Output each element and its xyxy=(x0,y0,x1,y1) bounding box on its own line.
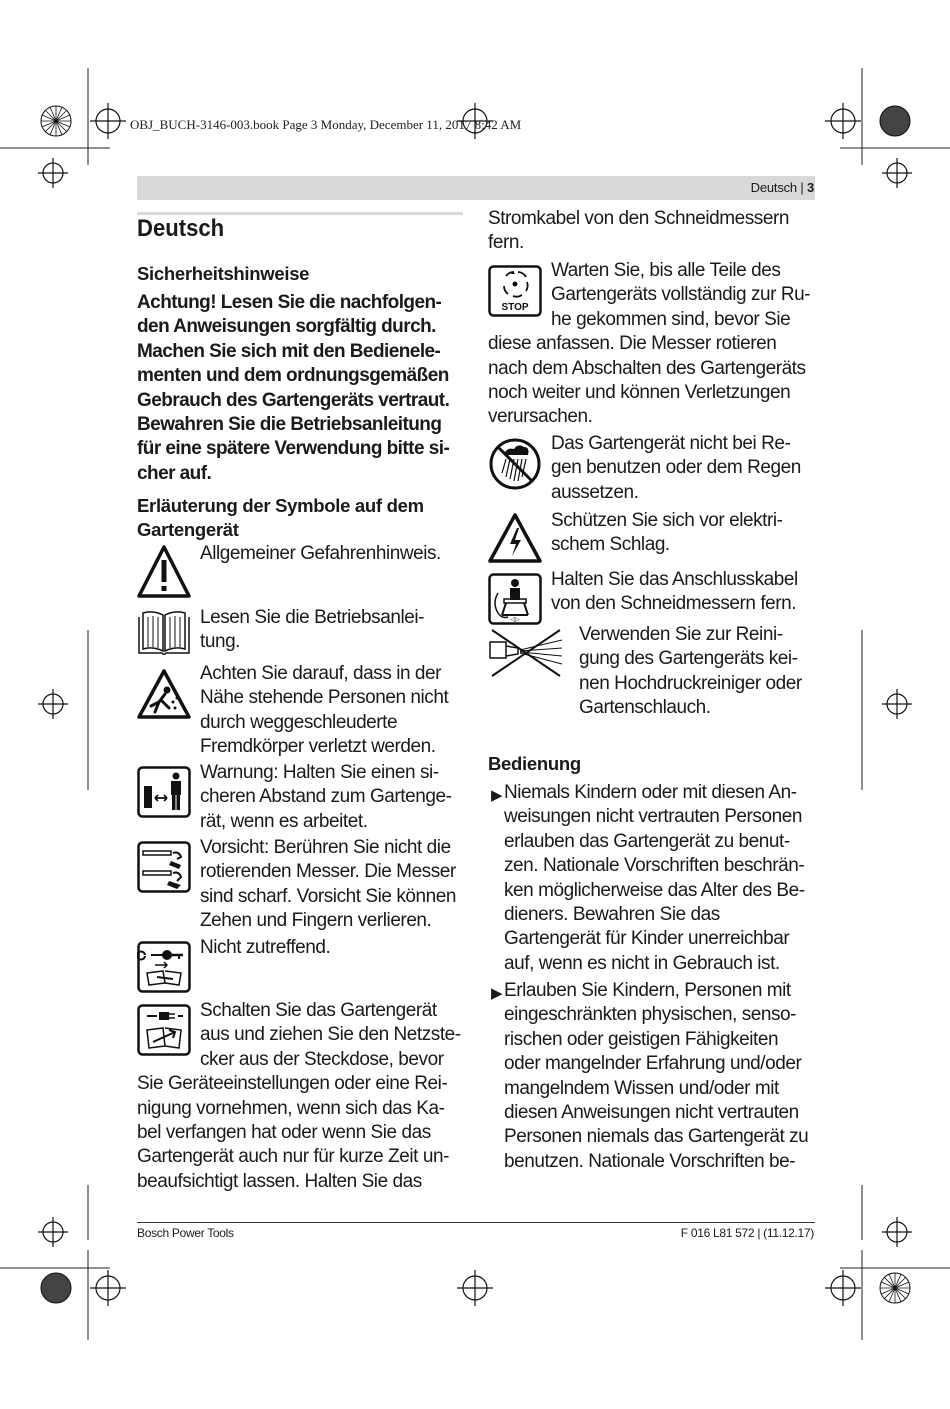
warning-line: Machen Sie sich mit den Bedienele- xyxy=(137,340,441,362)
safe-distance-icon xyxy=(137,766,191,818)
symbols-heading xyxy=(137,494,424,542)
symbol-line: bel verfangen hat oder wenn Sie das xyxy=(137,1122,431,1144)
warning-line: cher auf. xyxy=(137,462,212,484)
continuation-line: fern. xyxy=(488,232,524,254)
symbol-line: Gartengerät auch nur für kurze Zeit un- xyxy=(137,1146,449,1168)
symbol-line: beaufsichtigt lassen. Halten Sie das xyxy=(137,1170,422,1192)
warning-line: Bewahren Sie die Betriebsanleitung xyxy=(137,414,442,436)
safety-heading: Sicherheitshinweise xyxy=(137,263,310,284)
warning-triangle-icon xyxy=(137,544,191,600)
bullet-line: diesen Anweisungen nicht vertrauten xyxy=(504,1102,799,1124)
symbol-line: gen benutzen oder dem Regen xyxy=(551,457,801,479)
symbol-text-unplug xyxy=(137,999,461,1194)
symbol-line: nach dem Abschalten des Gartengeräts xyxy=(488,357,806,379)
symbol-line: verursachen. xyxy=(488,406,593,428)
bullet-line: eingeschränkten physischen, senso- xyxy=(504,1004,797,1026)
footer-publisher: Bosch Power Tools xyxy=(137,1226,234,1240)
bullet-item xyxy=(504,979,808,1174)
warning-paragraph xyxy=(137,291,449,486)
symbol-line: rät, wenn es arbeitet. xyxy=(200,810,368,832)
symbol-text-not-applicable xyxy=(200,936,330,960)
symbol-line: tung. xyxy=(200,631,241,653)
symbol-text-rotating-blades xyxy=(200,836,456,934)
symbol-line: Sie Geräteeinstellungen oder eine Rei- xyxy=(137,1073,448,1095)
symbol-line: Nicht zutreffend. xyxy=(200,937,331,958)
stop-label: STOP xyxy=(501,302,529,313)
header-language: Deutsch xyxy=(750,180,797,195)
symbol-text-cable xyxy=(551,568,798,617)
symbol-text-no-rain xyxy=(551,432,801,505)
rotating-blades-icon xyxy=(137,841,191,893)
symbol-line: Schalten Sie das Gartengerät xyxy=(200,1000,437,1021)
bullet-arrow-icon: ▶ xyxy=(491,787,503,804)
key-not-applicable-icon xyxy=(137,941,191,993)
bullet-line: zen. Nationale Vorschriften beschrän- xyxy=(504,855,805,877)
symbol-line: Warnung: Halten Sie einen si- xyxy=(200,762,439,783)
header-bar xyxy=(137,176,815,200)
symbol-line: Halten Sie das Anschlusskabel xyxy=(551,569,798,590)
symbols-heading-line: Erläuterung der Symbole auf dem xyxy=(137,495,424,516)
bullet-line: Personen niemals das Gartengerät zu xyxy=(504,1126,809,1148)
warning-line: Gebrauch des Gartengeräts vertraut. xyxy=(137,389,450,411)
book-file-line: OBJ_BUCH-3146-003.book Page 3 Monday, December 11, 2017 8:42 AM xyxy=(130,117,522,132)
symbol-text-general-hazard xyxy=(200,542,441,566)
symbol-line: Nähe stehende Personen nicht xyxy=(200,687,449,709)
bullet-line: Erlauben Sie Kindern, Personen mit xyxy=(504,980,791,1001)
symbol-line: nigung vornehmen, wenn sich das Ka- xyxy=(137,1097,445,1119)
symbol-text-wait xyxy=(488,259,810,430)
symbol-text-electric xyxy=(551,509,783,558)
page-title: Deutsch xyxy=(137,215,225,242)
symbol-line: rotierenden Messer. Die Messer xyxy=(200,861,456,883)
symbol-line: Achten Sie darauf, dass in der xyxy=(200,663,442,684)
bullet-line: auf, wenn es nicht in Gebrauch ist. xyxy=(504,952,780,974)
warning-line: Achtung! Lesen Sie die nachfolgen- xyxy=(137,292,442,313)
symbol-line: durch weggeschleuderte xyxy=(200,711,398,733)
symbol-line: nen Hochdruckreiniger oder xyxy=(579,672,802,694)
symbol-line: Fremdkörper verletzt werden. xyxy=(200,736,436,758)
bullet-line: Gartengerät für Kinder unerreichbar xyxy=(504,928,790,950)
symbol-line: sind scharf. Vorsicht Sie können xyxy=(200,885,456,907)
symbol-line: gung des Gartengeräts kei- xyxy=(579,648,798,670)
bullet-line: dieners. Bewahren Sie das xyxy=(504,904,720,926)
symbol-line: cheren Abstand zum Gartenge- xyxy=(200,786,452,808)
continuation-line: Stromkabel von den Schneidmessern xyxy=(488,208,789,229)
symbol-line: Gartengeräts vollständig zur Ru- xyxy=(551,284,811,306)
bullet-line: benutzen. Nationale Vorschriften be- xyxy=(504,1150,796,1172)
header-separator: | xyxy=(796,180,807,195)
symbol-line: Lesen Sie die Betriebsanlei- xyxy=(200,607,424,628)
symbol-line: cker aus der Steckdose, bevor xyxy=(200,1048,444,1070)
footer-doc-number: F 016 L81 572 | (11.12.17) xyxy=(680,1226,814,1240)
symbol-line: Vorsicht: Berühren Sie nicht die xyxy=(200,837,451,858)
svg-text:◁▷: ◁▷ xyxy=(510,617,520,623)
symbol-line: Zehen und Fingern verlieren. xyxy=(200,910,432,932)
bullet-item xyxy=(504,781,805,976)
warning-line: für eine spätere Verwendung bitte si- xyxy=(137,438,450,460)
symbols-heading-line: Gartengerät xyxy=(137,519,239,540)
bullet-line: weisungen nicht vertrauten Personen xyxy=(504,806,802,828)
bullet-line: erlauben das Gartengerät zu benut- xyxy=(504,830,790,852)
operation-heading: Bedienung xyxy=(488,753,581,774)
bullet-line: ken möglicherweise das Alter des Be- xyxy=(504,879,805,901)
page-number: 3 xyxy=(806,180,814,195)
symbol-line: aussetzen. xyxy=(551,481,639,503)
cable-away-icon xyxy=(488,573,542,625)
symbol-line: schem Schlag. xyxy=(551,534,670,556)
thrown-objects-icon xyxy=(137,668,191,720)
bullet-line: rischen oder geistigen Fähigkeiten xyxy=(504,1028,779,1050)
bullet-line: Niemals Kindern oder mit diesen An- xyxy=(504,782,797,803)
symbol-text-no-pressure-washer xyxy=(579,623,802,721)
symbol-line: Verwenden Sie zur Reini- xyxy=(579,624,783,645)
running-header xyxy=(751,180,814,195)
bullet-line: oder mangelnder Erfahrung und/oder xyxy=(504,1053,802,1075)
symbol-line: noch weiter und können Verletzungen xyxy=(488,382,791,404)
warning-line: den Anweisungen sorgfältig durch. xyxy=(137,316,436,338)
continuation-text xyxy=(488,207,789,256)
symbol-text-safe-distance xyxy=(200,761,451,834)
footer-rule xyxy=(137,1222,815,1223)
symbol-line: Warten Sie, bis alle Teile des xyxy=(551,260,781,281)
symbol-text-thrown-objects xyxy=(200,662,448,760)
manual-book-icon xyxy=(137,609,191,655)
symbol-text-read-manual xyxy=(200,606,424,655)
symbol-line: Das Gartengerät nicht bei Re- xyxy=(551,433,791,454)
warning-line: menten und dem ordnungsgemäßen xyxy=(137,365,449,387)
no-rain-icon xyxy=(488,437,542,491)
symbol-line: Allgemeiner Gefahrenhinweis. xyxy=(200,543,441,564)
electric-shock-icon xyxy=(488,512,542,564)
symbol-line: Gartenschlauch. xyxy=(579,697,711,719)
symbol-line: Schützen Sie sich vor elektri- xyxy=(551,510,783,531)
symbol-line: aus und ziehen Sie den Netzste- xyxy=(200,1024,461,1046)
bullet-line: mangelndem Wissen und/oder mit xyxy=(504,1077,779,1099)
bullet-arrow-icon: ▶ xyxy=(491,985,503,1002)
symbol-line: von den Schneidmessern fern. xyxy=(551,593,797,615)
no-pressure-washer-icon xyxy=(488,628,564,678)
symbol-line: diese anfassen. Die Messer rotieren xyxy=(488,333,777,355)
symbol-line: he gekommen sind, bevor Sie xyxy=(551,308,791,330)
